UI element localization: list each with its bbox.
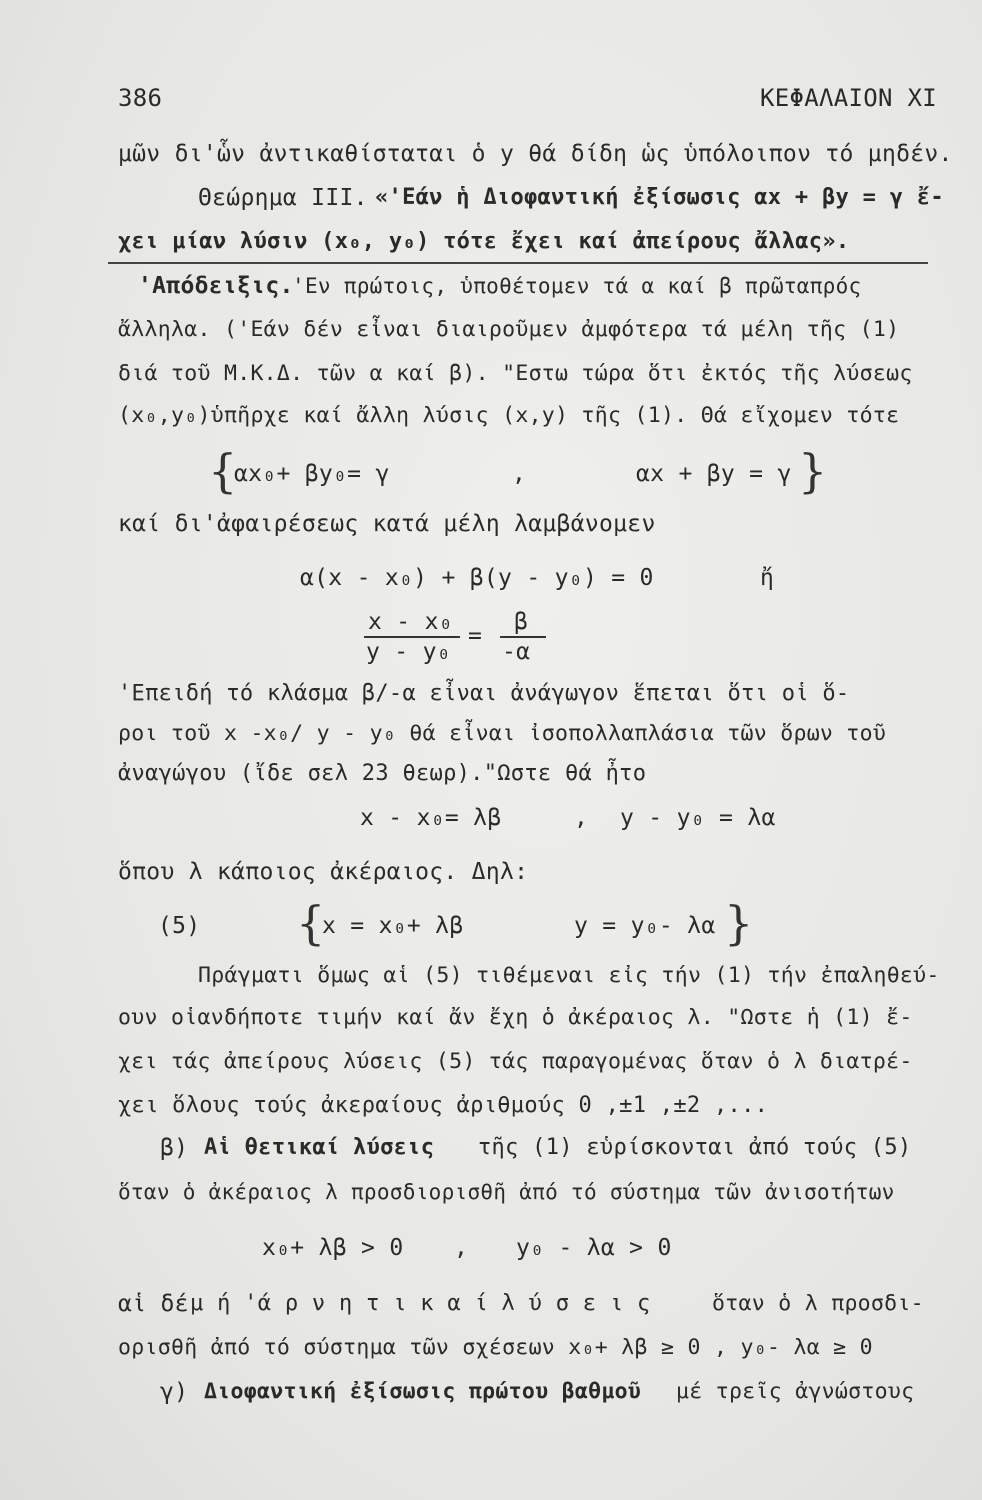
text-line: ροι τοῦ x -x₀/ y - y₀ θά εἶναι ἰσοπολλαπλάσια τῶν ὅρων τοῦ <box>118 721 887 746</box>
fraction2-denominator: -α <box>502 639 531 665</box>
equation5-left: x = x₀+ λβ <box>322 913 464 939</box>
text-line: χει τάς ἀπείρους λύσεις (5) τάς παραγομένας ὅταν ὁ λ διατρέ- <box>118 1049 913 1074</box>
equation5-right: y = y₀- λα <box>574 913 716 939</box>
theorem-underline <box>108 262 928 264</box>
chapter-title: ΚΕΦΑΛΑΙΟΝ XI <box>760 84 937 112</box>
text-line: ἀναγώγου (ἴδε σελ 23 θεωρ)."Ωστε θά ἦτο <box>118 761 647 786</box>
equation-lambda-separator: , <box>574 805 589 831</box>
left-brace: { <box>296 896 326 950</box>
text-line: ορισθῆ ἀπό τό σύστημα τῶν σχέσεων x₀+ λβ ≥ 0 , y₀- λα ≥ 0 <box>118 1335 873 1360</box>
equation-right: αx + βy = γ <box>636 461 792 487</box>
right-brace: } <box>724 896 754 950</box>
text-line: μῶν δι'ὧν ἀντικαθίσταται ὁ y θά δίδη ὡς ὑπόλοιπον τό μηδέν. <box>118 141 953 167</box>
equation-left: αx₀+ βy₀= γ <box>234 461 390 487</box>
equation-lambda-right: y - y₀ = λα <box>620 805 776 831</box>
text-line: ουν οἱανδήποτε τιμήν καί ἄν ἔχη ὁ ἀκέραιος λ. "Ωστε ἡ (1) ἔ- <box>118 1005 913 1030</box>
equation-or: ἤ <box>760 565 775 591</box>
text-line: ὅπου λ κάποιος ἀκέραιος. Δηλ: <box>118 859 529 885</box>
fraction-denominator: y - y₀ <box>366 639 451 665</box>
theorem-statement-line-2: χει μίαν λύσιν (x₀, y₀) τότε ἔχει καί ἀπείρους ἄλλας». <box>118 229 850 254</box>
text-line: χει ὅλους τούς ἀκεραίους ἀριθμούς 0 ,±1 ,±2 ,... <box>118 1093 769 1118</box>
equation-separator: , <box>512 461 527 487</box>
text-line: διά τοῦ Μ.Κ.Δ. τῶν α καί β). "Εστω τώρα ὅτι ἐκτός τῆς λύσεως <box>118 361 913 386</box>
proof-label: 'Απόδειξις. <box>138 273 294 299</box>
right-brace: } <box>798 444 828 498</box>
theorem-statement-line-1: «'Εάν ἡ Διοφαντική ἐξίσωσις αx + βy = γ ἔ- <box>375 185 944 210</box>
text-line: μέ τρεῖς ἀγνώστους <box>676 1379 915 1404</box>
equation-difference: α(x - x₀) + β(y - y₀) = 0 <box>300 565 654 591</box>
inequality-right: y₀ - λα > 0 <box>516 1235 672 1261</box>
item-c-label: γ) <box>160 1379 189 1405</box>
text-line: ἄλληλα. ('Εάν δέν εἶναι διαιροῦμεν ἀμφότερα τά μέλη τῆς (1) <box>118 317 900 342</box>
fraction2-numerator: β <box>514 609 529 635</box>
text-line: 'Εν πρώτοις, ὑποθέτομεν τά α καί β πρῶταπρός <box>292 274 862 298</box>
fraction-equals: = <box>468 623 483 649</box>
page-number: 386 <box>118 84 163 112</box>
spaced-emphasis: μ ή 'ά ρ ν η τ ι κ α ί λ ύ σ ε ι ς <box>190 1291 651 1316</box>
text-line: τῆς (1) εὑρίσκονται ἀπό τούς (5) <box>478 1135 912 1160</box>
text-line: ὅταν ὁ ἀκέραιος λ προσδιορισθῆ ἀπό τό σύστημα τῶν ἀνισοτήτων <box>118 1180 895 1204</box>
text-line: ὅταν ὁ λ προσδι- <box>712 1291 924 1316</box>
text-line: αἱ δέ <box>118 1291 189 1317</box>
inequality-separator: , <box>454 1235 469 1261</box>
text-line: Πράγματι ὅμως αἱ (5) τιθέμεναι εἰς τήν (1) τήν ἐπαληθεύ- <box>198 963 940 988</box>
theorem-label: Θεώρημα III. <box>198 185 368 211</box>
item-b-heading: Αἱ θετικαί λύσεις <box>204 1135 435 1160</box>
text-line: καί δι'ἀφαιρέσεως κατά μέλη λαμβάνομεν <box>118 511 656 537</box>
item-c-heading: Διοφαντική ἐξίσωσις πρώτου βαθμοῦ <box>204 1379 642 1404</box>
inequality-left: x₀+ λβ > 0 <box>262 1235 404 1261</box>
left-brace: { <box>208 444 238 498</box>
fraction-numerator: x - x₀ <box>368 609 453 635</box>
item-b-label: β) <box>160 1135 189 1161</box>
equation-lambda-left: x - x₀= λβ <box>360 805 502 831</box>
text-line: 'Επειδή τό κλάσμα β/-α εἶναι ἀνάγωγον ἕπεται ὅτι οἱ ὅ- <box>118 681 850 706</box>
text-line: (x₀,y₀)ὑπῆρχε καί ἄλλη λύσις (x,y) τῆς (1). Θά εἴχομεν τότε <box>118 403 900 428</box>
equation-number: (5) <box>158 913 201 939</box>
